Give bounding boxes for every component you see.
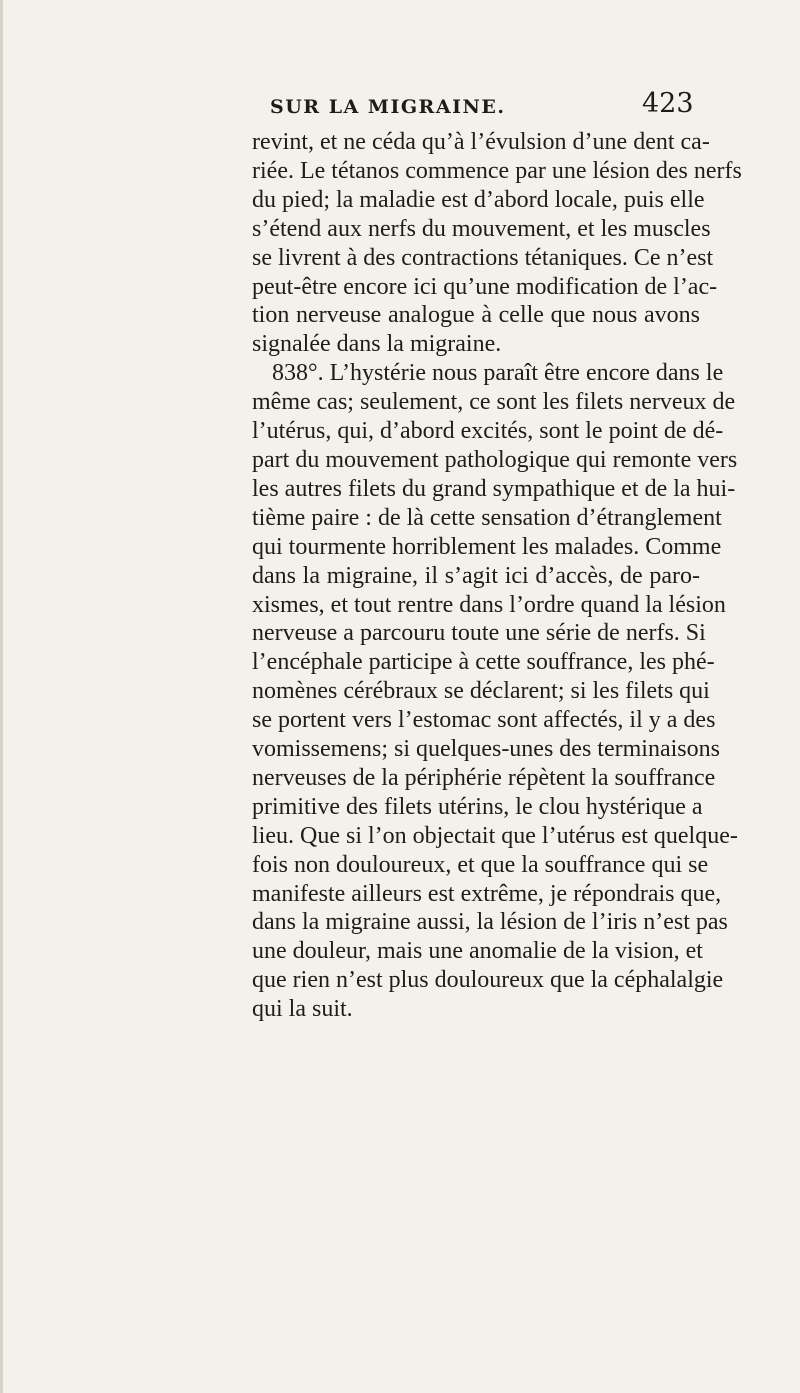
paragraph-start-line: 838°. L’hystérie nous paraît être encore dans le: [272, 360, 724, 387]
text-line: qui tourmente horriblement les malades. Comme: [252, 533, 722, 560]
text-line: qui la suit.: [252, 996, 353, 1023]
text-line: part du mouvement pathologique qui remonte vers: [252, 446, 738, 473]
text-line: xismes, et tout rentre dans l’ordre quand la lésion: [252, 591, 726, 618]
text-line: vomissemens; si quelques-unes des terminaisons: [252, 736, 720, 763]
text-line: primitive des filets utérins, le clou hystérique a: [252, 793, 703, 820]
text-line: une douleur, mais une anomalie de la vision, et: [252, 938, 703, 965]
text-line: tième paire : de là cette sensation d’étranglement: [252, 504, 722, 531]
text-line: peut-être encore ici qu’une modification de l’ac-: [252, 273, 718, 300]
text-line: dans la migraine, il s’agit ici d’accès, de paro-: [252, 562, 700, 589]
page-edge: [0, 0, 3, 1393]
text-line: les autres filets du grand sympathique et de la hui-: [252, 475, 736, 502]
page-number: 423: [642, 88, 694, 119]
text-line: l’encéphale participe à cette souffrance, les phé-: [252, 649, 715, 676]
text-line: s’étend aux nerfs du mouvement, et les muscles: [252, 215, 711, 242]
text-line: nomènes cérébraux se déclarent; si les filets qui: [252, 678, 710, 705]
text-line: signalée dans la migraine.: [252, 331, 502, 358]
text-line: dans la migraine aussi, la lésion de l’iris n’est pas: [252, 909, 728, 936]
text-line: fois non douloureux, et que la souffrance qui se: [252, 851, 709, 878]
text-line: lieu. Que si l’on objectait que l’utérus est quelque-: [252, 822, 738, 849]
text-line: manifeste ailleurs est extrême, je répondrais que,: [252, 880, 722, 907]
body-text: [252, 128, 742, 1024]
text-line: se livrent à des contractions tétaniques. Ce n’est: [252, 244, 714, 271]
text-line: même cas; seulement, ce sont les filets nerveux de: [252, 389, 736, 416]
text-line: tion nerveuse analogue à celle que nous avons: [252, 302, 700, 329]
text-line: nerveuses de la périphérie répètent la souffrance: [252, 764, 716, 791]
page-header: [270, 88, 694, 128]
text-line: du pied; la maladie est d’abord locale, puis elle: [252, 186, 705, 213]
text-line: nerveuse a parcouru toute une série de nerfs. Si: [252, 620, 706, 647]
text-line: l’utérus, qui, d’abord excités, sont le point de dé-: [252, 418, 724, 445]
text-line: riée. Le tétanos commence par une lésion des nerfs: [252, 157, 742, 184]
text-line: revint, et ne céda qu’à l’évulsion d’une dent ca-: [252, 129, 710, 155]
text-line: que rien n’est plus douloureux que la céphalalgie: [252, 967, 724, 994]
running-title: SUR LA MIGRAINE.: [270, 96, 506, 118]
text-line: se portent vers l’estomac sont affectés, il y a des: [252, 707, 716, 734]
